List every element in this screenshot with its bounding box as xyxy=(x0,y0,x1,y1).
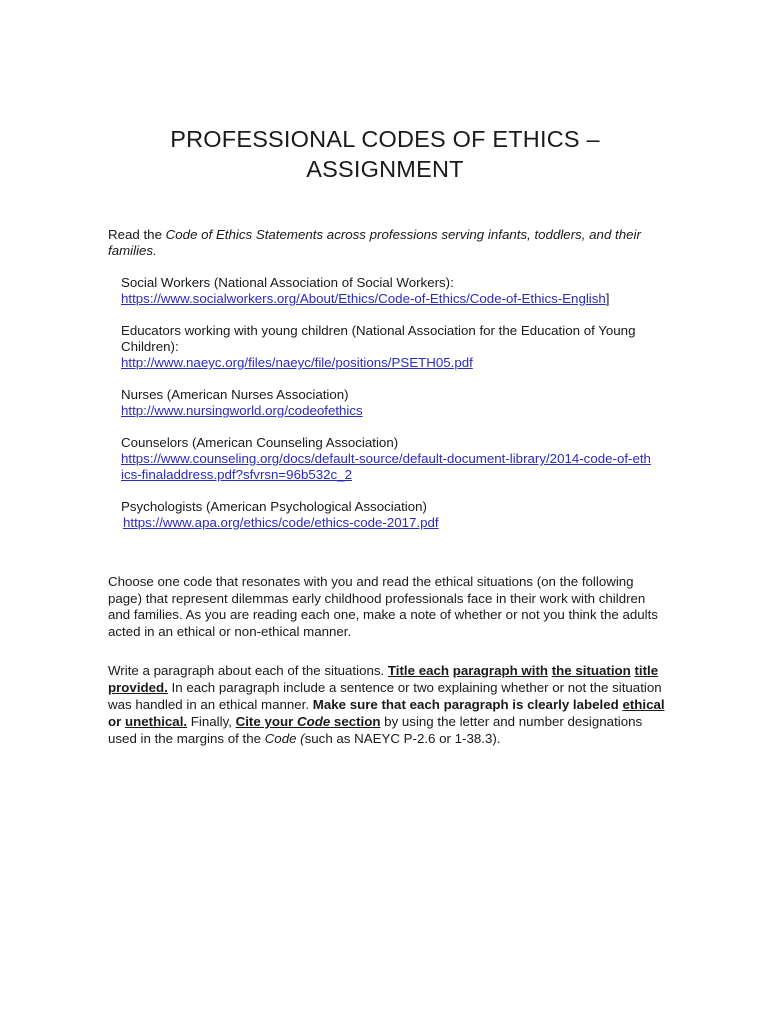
bold-underline-run: Title each xyxy=(387,663,450,678)
bold-underline-run: provided. xyxy=(108,680,168,695)
bold-underline-run: unethical. xyxy=(125,714,188,729)
choose-paragraph: Choose one code that resonates with you and read the ethical situations (on the following page) that represent dilemmas early childhood professionals face in their work with children and families. As you are reading each one, make a note of whether or not you think the adults acted in an ethical or non-ethical manner. xyxy=(108,574,658,639)
ref-link[interactable]: http://www.naeyc.org/files/naeyc/file/positions/PSETH05.pdf xyxy=(121,355,473,370)
code-references-list xyxy=(121,275,681,547)
bold-italic-underline-run: Code xyxy=(296,714,331,729)
italic-run: Code ( xyxy=(264,731,305,746)
ref-suffix: ] xyxy=(605,291,610,306)
page-title xyxy=(110,124,660,184)
intro-paragraph xyxy=(108,227,668,259)
write-paragraph xyxy=(108,662,668,747)
title-line-2: ASSIGNMENT xyxy=(306,156,464,182)
bold-underline-run: paragraph with xyxy=(452,663,549,678)
bold-underline-run: ethical xyxy=(622,697,665,712)
ref-social-workers xyxy=(121,275,681,307)
title-line-1: PROFESSIONAL CODES OF ETHICS – xyxy=(170,126,600,152)
intro-italic: Code of Ethics Statements across professions serving infants, toddlers, and their families. xyxy=(108,227,641,258)
text-run: In each paragraph include a sentence or two explaining whether or not the situation was handled in an ethical manner. xyxy=(108,680,662,712)
ref-label: Counselors (American Counseling Association) xyxy=(121,435,399,450)
ref-link[interactable]: https://www.socialworkers.org/About/Ethics/Code-of-Ethics/Code-of-Ethics-English xyxy=(121,291,606,306)
bold-run: Make sure that each paragraph is clearly labeled xyxy=(312,697,619,712)
ref-nurses xyxy=(121,387,681,419)
intro-prefix: Read the xyxy=(108,227,166,242)
ref-label: Educators working with young children (National Association for the Education of Young Children): xyxy=(121,323,636,354)
ref-link[interactable]: https://www.counseling.org/docs/default-source/default-document-library/2014-code-of-ethics-finaladdress.pdf?sfvrsn=96b532c_2 xyxy=(121,451,651,482)
text-run: Finally, xyxy=(187,714,236,729)
ref-psychologists xyxy=(121,499,681,531)
bold-underline-run: section xyxy=(333,714,381,729)
ref-educators xyxy=(121,323,681,371)
ref-link[interactable]: http://www.nursingworld.org/codeofethics xyxy=(121,403,363,418)
ref-link[interactable]: https://www.apa.org/ethics/code/ethics-code-2017.pdf xyxy=(123,515,439,530)
ref-label: Social Workers (National Association of Social Workers): xyxy=(121,275,454,290)
ref-counselors xyxy=(121,435,681,483)
ref-label: Nurses (American Nurses Association) xyxy=(121,387,349,402)
ref-label: Psychologists (American Psychological Association) xyxy=(121,499,427,514)
ref-link-line xyxy=(121,291,681,307)
bold-underline-run: Cite your xyxy=(235,714,294,729)
text-run: such as NAEYC P-2.6 or 1-38.3). xyxy=(304,731,501,746)
bold-underline-run: title xyxy=(634,663,659,678)
text-run: Write a paragraph about each of the situations. xyxy=(108,663,388,678)
bold-underline-run: the situation xyxy=(551,663,631,678)
text-run: by using the letter and number designations used in the margins of the xyxy=(108,714,643,746)
bold-run: or xyxy=(108,714,122,729)
